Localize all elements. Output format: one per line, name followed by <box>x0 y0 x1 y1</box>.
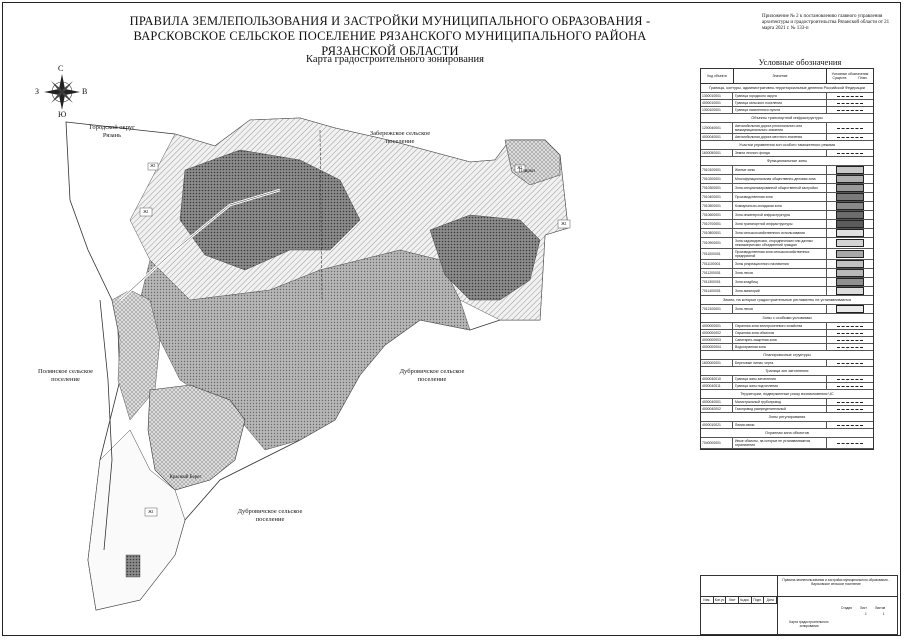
label-city: Городской округ Рязань <box>89 124 135 139</box>
legend-row <box>701 438 873 449</box>
legend-symbol <box>827 305 873 313</box>
legend-head-code: Код объекта <box>701 69 734 83</box>
legend-name: Зона лесов <box>733 269 827 277</box>
legend-name: Земли лесного фонда <box>733 150 827 156</box>
legend-code: 4000000002 <box>701 330 733 336</box>
legend-code: 4000010001 <box>701 100 733 106</box>
legend-swatch <box>836 239 864 247</box>
legend-symbol <box>827 360 873 366</box>
legend-symbol <box>827 438 873 448</box>
legend-swatch <box>837 128 863 129</box>
legend-symbol <box>827 93 873 99</box>
stamp-column: Дата <box>764 597 777 603</box>
legend-head-sym-label: Условные обозначения <box>831 72 869 76</box>
legend-code: 4000040010 <box>701 376 733 382</box>
legend-symbol <box>827 422 873 428</box>
legend-swatch <box>836 193 864 201</box>
stamp-column: Подп. <box>752 597 765 603</box>
legend-symbol <box>827 249 873 259</box>
legend-row <box>701 305 873 314</box>
legend-code: 7010700001 <box>701 220 733 228</box>
legend-row <box>701 184 873 193</box>
legend-body <box>701 84 873 449</box>
legend-row <box>701 406 873 413</box>
compass-w: З <box>35 87 40 96</box>
compass-e: В <box>82 87 88 96</box>
legend-code: 4000000001 <box>701 323 733 329</box>
legend-name: Граница городского округа <box>733 93 827 99</box>
legend-swatch <box>837 402 863 403</box>
stamp-columns <box>701 596 777 604</box>
legend-head-sym <box>827 69 873 83</box>
legend-code: 1200040001 <box>701 123 733 133</box>
legend-row <box>701 100 873 107</box>
legend-swatch <box>836 220 864 228</box>
legend-name: Зона кладбищ <box>733 278 827 286</box>
legend-symbol <box>827 278 873 286</box>
legend-row <box>701 123 873 134</box>
legend-code: 1600000001 <box>701 360 733 366</box>
legend-swatch <box>837 386 863 387</box>
legend-code: 4000000003 <box>701 337 733 343</box>
label-zaberez: Забережское сельское поселение <box>369 130 431 145</box>
legend-name: Граница сельского поселения <box>733 100 827 106</box>
legend-row <box>701 360 873 367</box>
stamp-column: Изм. <box>701 597 714 603</box>
legend-swatch <box>837 110 863 111</box>
legend-swatch <box>837 379 863 380</box>
stamp-column: Кол.уч <box>714 597 727 603</box>
legend-code: 7040000001 <box>701 438 733 448</box>
legend-name: Граница зоны затопления <box>733 376 827 382</box>
legend-code: 7012100001 <box>701 305 733 313</box>
legend-name: Зона акваторий <box>733 287 827 295</box>
legend-name: Газопровод распределительный <box>733 406 827 412</box>
legend-swatch <box>837 103 863 104</box>
legend-section-title: Территории, подверженные риску возникновения ЧС <box>701 390 873 399</box>
legend-code: 1300100001 <box>701 107 733 113</box>
legend-symbol <box>827 107 873 113</box>
compass-rose-icon <box>44 74 80 110</box>
stamp-sheets: Листов <box>874 606 886 610</box>
legend-code: 7011100001 <box>701 260 733 268</box>
legend-row <box>701 337 873 344</box>
legend-row <box>701 134 873 141</box>
legend-row <box>701 330 873 337</box>
legend-row <box>701 107 873 114</box>
legend-symbol <box>827 202 873 210</box>
legend-head-sym-a: Существ. <box>832 76 848 80</box>
legend-symbol <box>827 193 873 201</box>
stamp-sheet: Лист <box>859 606 867 610</box>
legend-name: Зоны рекреационного назначения <box>733 260 827 268</box>
legend-row <box>701 202 873 211</box>
zone-code-5: Ж1 <box>517 165 523 170</box>
zone-code-4: Ж1 <box>148 509 154 514</box>
legend-name: Охранная зона объектов <box>733 330 827 336</box>
legend-swatch <box>836 269 864 277</box>
legend-swatch <box>837 443 863 444</box>
stamp-stage: Стадия <box>841 606 852 610</box>
legend-symbol <box>827 337 873 343</box>
label-poyarki: Поярки <box>519 169 535 174</box>
compass-n: С <box>58 64 64 73</box>
legend-row <box>701 175 873 184</box>
legend-code: 7011200001 <box>701 269 733 277</box>
legend-name: Коммунально-складская зона <box>733 202 827 210</box>
stamp-column: №док. <box>739 597 752 603</box>
document-title: ПРАВИЛА ЗЕМЛЕПОЛЬЗОВАНИЯ И ЗАСТРОЙКИ МУНИЦИПАЛЬНОГО ОБРАЗОВАНИЯ - ВАРСКОВСКОЕ СЕЛЬСКОЕ ПОСЕЛЕНИЕ РЯЗАНСКОГО МУНИЦИПАЛЬНОГО РАЙОНА РЯЗАНСКОЙ ОБЛАСТИ <box>129 14 651 58</box>
compass-s: Ю <box>58 110 67 119</box>
legend-swatch <box>836 260 864 268</box>
legend-name: Зона лесов <box>733 305 827 313</box>
zone-code-1: Ж1 <box>143 209 149 214</box>
label-pooshchsk: Полянское сельское поселение <box>37 368 94 383</box>
zone-code-3: Ж1 <box>561 221 567 226</box>
legend-section-title: Планировочные структуры <box>701 351 873 360</box>
legend-name: Зона транспортной инфраструктуры <box>733 220 827 228</box>
legend-swatch <box>837 96 863 97</box>
legend-code: 4000040011 <box>701 383 733 389</box>
legend-code: 4000040001 <box>701 134 733 140</box>
stamp-project: Правила землепользования и застройки муниципального образования - Варсковское сельское поселение <box>782 578 890 586</box>
legend-row <box>701 193 873 202</box>
legend-name: Многофункциональная общественно-деловая зона <box>733 175 827 183</box>
legend-name: Водоохранная зона <box>733 344 827 350</box>
legend-symbol <box>827 134 873 140</box>
legend-symbol <box>827 238 873 248</box>
legend-name: Производственная зона <box>733 193 827 201</box>
legend-name: Граница населенного пункта <box>733 107 827 113</box>
label-kr-bereg: Красный Берег <box>169 475 202 480</box>
legend-row <box>701 383 873 390</box>
legend-row <box>701 344 873 351</box>
legend-swatch <box>836 184 864 192</box>
legend-row <box>701 150 873 157</box>
legend-swatch <box>836 250 864 258</box>
legend-symbol <box>827 123 873 133</box>
legend-symbol <box>827 166 873 174</box>
legend-code: 7010600001 <box>701 211 733 219</box>
legend-swatch <box>836 202 864 210</box>
legend-code: 4000000004 <box>701 344 733 350</box>
legend-section-title: Охранная зона объектов <box>701 429 873 438</box>
legend-swatch <box>837 326 863 327</box>
legend-code: 7010900001 <box>701 238 733 248</box>
legend-symbol <box>827 175 873 183</box>
legend-swatch <box>837 153 863 154</box>
stamp-sheet-value: 1 <box>865 612 867 616</box>
legend-swatch <box>836 278 864 286</box>
legend-symbol <box>827 323 873 329</box>
legend-name: Береговые линии, черта <box>733 360 827 366</box>
stamp-column: Лист <box>726 597 739 603</box>
legend-name: Производственная зона сельскохозяйственных предприятий <box>733 249 827 259</box>
legend-row <box>701 211 873 220</box>
legend-symbol <box>827 150 873 156</box>
legend-row <box>701 220 873 229</box>
stamp-values-row <box>865 612 885 616</box>
legend-section-title: Граница зон затопления <box>701 367 873 376</box>
legend-row <box>701 422 873 429</box>
legend-code: 7011300001 <box>701 278 733 286</box>
legend-title: Условные обозначения <box>758 57 842 67</box>
legend-section-title: Границы, контуры, административно-территориальные деления Российской Федерации <box>701 84 873 93</box>
legend-row <box>701 376 873 383</box>
legend-row <box>701 93 873 100</box>
legend-symbol <box>827 399 873 405</box>
legend-swatch <box>837 340 863 341</box>
legend-symbol <box>827 220 873 228</box>
legend-symbol <box>827 376 873 382</box>
legend-symbol <box>827 184 873 192</box>
legend-symbol <box>827 100 873 106</box>
legend-swatch <box>837 347 863 348</box>
stamp-sheet-name: Карта градостроительного зонирования <box>789 620 829 628</box>
stamp-stage-row <box>841 606 885 610</box>
legend-row <box>701 278 873 287</box>
legend-head-sym-b: План. <box>858 76 868 80</box>
legend-name: Зона специализированной общественной застройки <box>733 184 827 192</box>
legend-head-name: Значение <box>734 69 827 83</box>
legend-swatch <box>836 287 864 295</box>
legend-code: 7010100001 <box>701 166 733 174</box>
legend-row <box>701 323 873 330</box>
legend-code: 4000010021 <box>701 422 733 428</box>
legend-code: 4000040001 <box>701 399 733 405</box>
legend-code: 1600050001 <box>701 150 733 156</box>
title-block <box>700 575 898 635</box>
legend-symbol <box>827 406 873 412</box>
legend-swatch <box>837 363 863 364</box>
legend-swatch <box>837 425 863 426</box>
label-dubrov-e: Дубровичское сельское поселение <box>399 368 465 383</box>
legend-code: 7010300001 <box>701 184 733 192</box>
legend-name: Зона садоводческих, огороднических или дачных некоммерческих объединений граждан <box>733 238 827 248</box>
legend-section-title: Участки управления зон особого таможенного режима <box>701 141 873 150</box>
building-block <box>126 555 140 577</box>
legend-name: Зона сельскохозяйственного использования <box>733 229 827 237</box>
legend-symbol <box>827 260 873 268</box>
legend-name: Линия связи <box>733 422 827 428</box>
legend-code: 7011000001 <box>701 249 733 259</box>
legend-code: 1300010001 <box>701 93 733 99</box>
legend-code: 7010800001 <box>701 229 733 237</box>
label-dubrov-s: Дубровичское сельское поселение <box>237 508 303 523</box>
legend-swatch <box>836 166 864 174</box>
legend-row <box>701 269 873 278</box>
legend-symbol <box>827 287 873 295</box>
legend-section-title: Объекты транспортной инфраструктуры <box>701 114 873 123</box>
legend-code: 7010500001 <box>701 202 733 210</box>
legend-symbol <box>827 229 873 237</box>
legend-section-title: Земли, на которые градостроительные регламенты не устанавливаются <box>701 296 873 305</box>
legend-row <box>701 260 873 269</box>
legend-row <box>701 249 873 260</box>
legend-name: Охранная зона электросетевого хозяйства <box>733 323 827 329</box>
legend-row <box>701 166 873 175</box>
legend-code: 7010400001 <box>701 193 733 201</box>
legend-row <box>701 287 873 296</box>
legend-row <box>701 399 873 406</box>
legend-swatch <box>836 175 864 183</box>
legend-swatch <box>836 305 864 313</box>
legend-name: Иные объекты, на которые не устанавливаются ограничения <box>733 438 827 448</box>
legend-symbol <box>827 269 873 277</box>
legend-swatch <box>837 333 863 334</box>
legend-code: 7010200001 <box>701 175 733 183</box>
legend-section-title: Функциональные зоны <box>701 157 873 166</box>
legend-header <box>701 69 873 84</box>
zone-code-2: Ж1 <box>150 163 156 168</box>
legend-symbol <box>827 383 873 389</box>
legend-swatch <box>837 137 863 138</box>
legend-symbol <box>827 211 873 219</box>
legend-symbol <box>827 344 873 350</box>
legend-swatch <box>836 229 864 237</box>
legend-section-title: Зоны с особыми условиями <box>701 314 873 323</box>
legend-symbol <box>827 330 873 336</box>
legend-code: 4000040002 <box>701 406 733 412</box>
legend-name: Магистральный трубопровод <box>733 399 827 405</box>
legend-name: Санитарно-защитная зона <box>733 337 827 343</box>
legend-code: 7011400001 <box>701 287 733 295</box>
legend-table <box>700 68 874 450</box>
legend-row <box>701 238 873 249</box>
legend-section-title: Зоны регулирования <box>701 413 873 422</box>
legend-swatch <box>836 211 864 219</box>
legend-row <box>701 229 873 238</box>
legend-name: Жилые зоны <box>733 166 827 174</box>
appendix-note: Приложение № 2 к постановлению главного управления архитектуры и градостроительства Рязанской области от 21 марта 2021 г. № 133-п <box>762 14 890 32</box>
legend-name: Зона инженерной инфраструктуры <box>733 211 827 219</box>
map-subtitle: Карта градостроительного зонирования <box>306 54 484 65</box>
legend-swatch <box>837 409 863 410</box>
legend-name: Граница зоны подтопления <box>733 383 827 389</box>
legend-name: Автомобильная дорога местного значения <box>733 134 827 140</box>
stamp-sheets-value: 1 <box>882 612 885 616</box>
legend-name: Автомобильная дорога регионального или межмуниципального значения <box>733 123 827 133</box>
